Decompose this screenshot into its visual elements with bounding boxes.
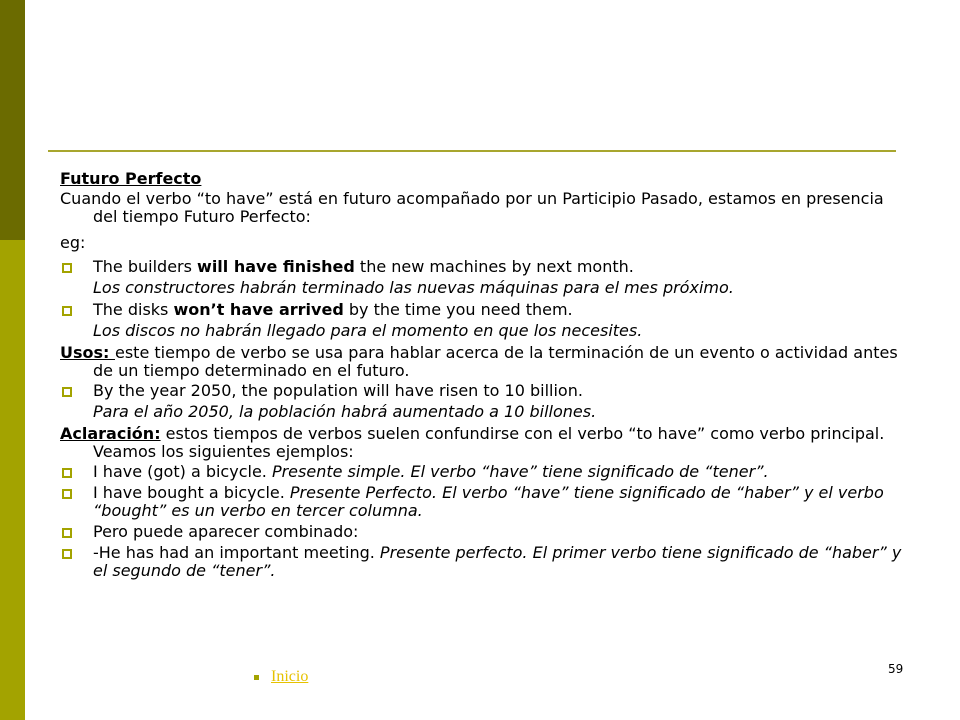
sidebar-light [0, 240, 25, 720]
example-1-translation: Los constructores habrán terminado las nuevas máquinas para el mes próximo. [93, 278, 734, 297]
usos-text: este tiempo de verbo se usa para hablar acerca de la terminación de un evento o actividad antes de un tiempo determinado en el futuro. [93, 343, 898, 380]
bullet-4-italic: Presente perfecto. El primer verbo tiene significado de “haber” y el segundo de “tener”. [93, 543, 902, 580]
bullet-square-icon [62, 489, 72, 499]
example-3-text: By the year 2050, the population will have risen to 10 billion. [93, 381, 583, 400]
bullet-2-text: I have bought a bicycle. [93, 483, 290, 502]
usos-paragraph [60, 344, 906, 380]
example-3 [60, 382, 906, 400]
header-rule [48, 150, 896, 152]
usos-label: Usos: [60, 343, 115, 362]
bullet-square-icon [62, 528, 72, 538]
example-2-translation: Los discos no habrán llegado para el momento en que los necesites. [93, 321, 643, 340]
example-1 [60, 258, 906, 276]
eg-label: eg: [60, 233, 86, 252]
bullet-square-icon [62, 549, 72, 559]
aclaracion-label: Aclaración: [60, 424, 161, 443]
footer-bullet-icon [254, 675, 259, 680]
aclaracion-paragraph [60, 425, 906, 461]
example-2-bold: won’t have arrived [173, 300, 344, 319]
slide-title: Futuro Perfecto [60, 169, 202, 188]
bullet-4-text: -He has had an important meeting. [93, 543, 380, 562]
sidebar-dark [0, 0, 25, 240]
bullet-square-icon [62, 468, 72, 478]
example-1-bold: will have finished [197, 257, 355, 276]
example-2 [60, 301, 906, 319]
bullet-2-italic: Presente Perfecto. El verbo “have” tiene significado de “haber” y el verbo “bought” es un verbo en tercer columna. [93, 483, 884, 520]
bullet-1-italic: Presente simple. El verbo “have” tiene significado de “tener”. [271, 462, 769, 481]
bullet-square-icon [62, 263, 72, 273]
example-2-text-end: by the time you need them. [343, 300, 573, 319]
bullet-1 [60, 463, 906, 481]
bullet-2 [60, 484, 906, 520]
example-2-text: The disks [93, 300, 174, 319]
bullet-1-text: I have (got) a bicycle. [93, 462, 272, 481]
bullet-square-icon [62, 387, 72, 397]
slide-content [60, 170, 906, 583]
bullet-3 [60, 523, 906, 541]
example-3-translation: Para el año 2050, la población habrá aumentado a 10 billones. [93, 402, 597, 421]
page-number: 59 [888, 662, 904, 676]
footer-nav [254, 668, 308, 686]
example-1-text-end: the new machines by next month. [354, 257, 634, 276]
bullet-4 [60, 544, 906, 580]
bullet-3-text: Pero puede aparecer combinado: [93, 522, 359, 541]
bullet-square-icon [62, 306, 72, 316]
example-1-text: The builders [93, 257, 198, 276]
intro-paragraph: Cuando el verbo “to have” está en futuro acompañado por un Participio Pasado, estamos en presencia del tiempo Futuro Perfecto: [60, 189, 884, 226]
inicio-link[interactable]: Inicio [271, 668, 309, 685]
aclaracion-text: estos tiempos de verbos suelen confundirse con el verbo “to have” como verbo principal. Veamos los siguientes ejemplos: [93, 424, 885, 461]
